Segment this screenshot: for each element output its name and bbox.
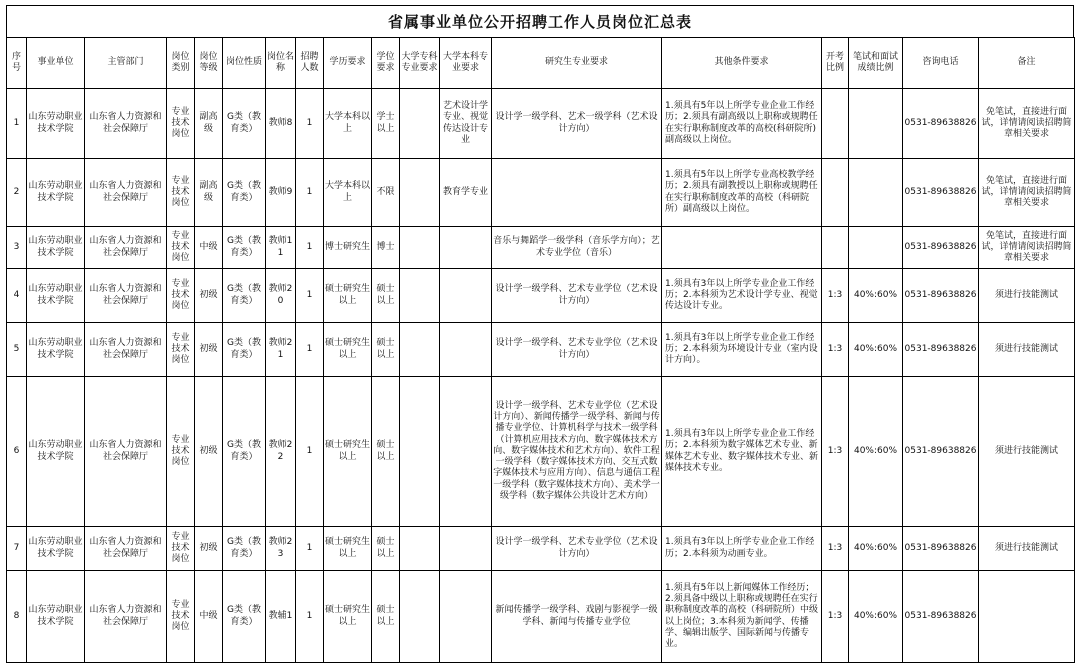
table-cell: [400, 377, 440, 527]
table-cell: 1.须具有5年以上新闻媒体工作经历；2.须具备中级以上职称或规聘任在实行职称制度改革的高校（科研院所）中级以上岗位；3.本科须为新闻学、传播学、编辑出版学、国际新闻与传播专业。: [662, 571, 822, 663]
table-cell: 山东劳动职业技术学院: [27, 227, 85, 269]
table-cell: 专业技术岗位: [167, 323, 195, 377]
table-cell: G类（教育类）: [223, 159, 266, 227]
table-cell: 新闻传播学一级学科、戏剧与影视学一级学科、新闻与传播专业学位: [492, 571, 662, 663]
table-cell: 0531-89638826: [903, 89, 979, 159]
header-row: [7, 38, 1075, 89]
table-cell: [849, 159, 903, 227]
header-cell: 岗位名称: [266, 38, 296, 89]
header-cell: 岗位性质: [223, 38, 266, 89]
table-cell: 博士: [372, 227, 400, 269]
table-cell: 山东省人力资源和社会保障厅: [85, 227, 167, 269]
table-cell: [400, 571, 440, 663]
table-cell: 须进行技能测试: [979, 323, 1075, 377]
table-cell: 副高级: [195, 89, 223, 159]
table-cell: 须进行技能测试: [979, 269, 1075, 323]
table-cell: [849, 89, 903, 159]
table-cell: 音乐与舞蹈学一级学科（音乐学方向）；艺术专业学位（音乐）: [492, 227, 662, 269]
table-cell: 教师21: [266, 323, 296, 377]
table-cell: 山东劳动职业技术学院: [27, 269, 85, 323]
header-cell: 咨询电话: [903, 38, 979, 89]
table-row: [7, 571, 1075, 663]
header-cell: 序号: [7, 38, 27, 89]
table-cell: [440, 377, 492, 527]
table-cell: 专业技术岗位: [167, 227, 195, 269]
table-cell: 初级: [195, 377, 223, 527]
table-cell: 0531-89638826: [903, 227, 979, 269]
table-cell: 初级: [195, 269, 223, 323]
table-cell: 设计学一级学科、艺术专业学位（艺术设计方向）: [492, 323, 662, 377]
table-cell: 设计学一级学科、艺术专业学位（艺术设计方向）: [492, 527, 662, 571]
table-cell: [440, 323, 492, 377]
table-cell: 教师23: [266, 527, 296, 571]
table-cell: 教师11: [266, 227, 296, 269]
table-cell: G类（教育类）: [223, 269, 266, 323]
table-cell: 1.须具有5年以上所学专业企业工作经历；2.须具有副高级以上职称或规聘任在实行职称制度改革的高校(科研院所)副高级以上岗位。: [662, 89, 822, 159]
table-cell: 教育学专业: [440, 159, 492, 227]
table-cell: 设计学一级学科、艺术专业学位（艺术设计方向）: [492, 269, 662, 323]
table-cell: 1.须具有3年以上所学专业企业工作经历；2.本科须为动画专业。: [662, 527, 822, 571]
table-cell: 中级: [195, 571, 223, 663]
table-cell: [400, 269, 440, 323]
table-cell: 1: [7, 89, 27, 159]
table-cell: 5: [7, 323, 27, 377]
table-cell: 1:3: [822, 377, 849, 527]
table-cell: 1.须具有3年以上所学专业企业工作经历；2.本科须为环境设计专业（室内设计方向）。: [662, 323, 822, 377]
table-row: [7, 269, 1075, 323]
table-cell: 山东劳动职业技术学院: [27, 571, 85, 663]
table-cell: 教师8: [266, 89, 296, 159]
table-row: [7, 227, 1075, 269]
table-cell: 山东省人力资源和社会保障厅: [85, 527, 167, 571]
header-cell: 招聘人数: [296, 38, 324, 89]
table-cell: 硕士研究生以上: [324, 377, 372, 527]
table-cell: 专业技术岗位: [167, 89, 195, 159]
table-cell: 山东省人力资源和社会保障厅: [85, 571, 167, 663]
header-cell: 笔试和面试成绩比例: [849, 38, 903, 89]
table-cell: 须进行技能测试: [979, 377, 1075, 527]
table-cell: G类（教育类）: [223, 377, 266, 527]
table-cell: 山东劳动职业技术学院: [27, 377, 85, 527]
table-cell: 大学本科以上: [324, 159, 372, 227]
table-cell: 不限: [372, 159, 400, 227]
table-cell: 教辅1: [266, 571, 296, 663]
table-cell: G类（教育类）: [223, 227, 266, 269]
header-cell: 备注: [979, 38, 1075, 89]
table-cell: 0531-89638826: [903, 323, 979, 377]
header-cell: 主管部门: [85, 38, 167, 89]
table-cell: 山东省人力资源和社会保障厅: [85, 89, 167, 159]
table-cell: 8: [7, 571, 27, 663]
table-cell: [822, 159, 849, 227]
table-cell: 1.须具有3年以上所学专业企业工作经历；2.本科须为艺术设计学专业、视觉传达设计专业。: [662, 269, 822, 323]
table-cell: 山东省人力资源和社会保障厅: [85, 377, 167, 527]
table-cell: [822, 89, 849, 159]
table-cell: 40%:60%: [849, 269, 903, 323]
table-cell: 7: [7, 527, 27, 571]
table-row: [7, 159, 1075, 227]
table-cell: 专业技术岗位: [167, 377, 195, 527]
table-cell: 1: [296, 89, 324, 159]
table-cell: 1: [296, 571, 324, 663]
table-cell: 1:3: [822, 527, 849, 571]
table-cell: [440, 269, 492, 323]
table-cell: 1: [296, 323, 324, 377]
table-title: 省属事业单位公开招聘工作人员岗位汇总表: [6, 5, 1074, 37]
table-cell: 40%:60%: [849, 527, 903, 571]
table-cell: 2: [7, 159, 27, 227]
table-cell: 专业技术岗位: [167, 269, 195, 323]
header-cell: 事业单位: [27, 38, 85, 89]
table-cell: 40%:60%: [849, 377, 903, 527]
table-cell: 6: [7, 377, 27, 527]
table-cell: 山东劳动职业技术学院: [27, 159, 85, 227]
table-cell: 免笔试，直接进行面试，详情请阅读招聘简章相关要求: [979, 227, 1075, 269]
table-row: [7, 323, 1075, 377]
table-cell: [400, 323, 440, 377]
table-cell: 0531-89638826: [903, 527, 979, 571]
table-cell: 初级: [195, 527, 223, 571]
table-cell: 山东劳动职业技术学院: [27, 89, 85, 159]
table-cell: [979, 571, 1075, 663]
table-cell: 硕士研究生以上: [324, 269, 372, 323]
table-cell: [440, 227, 492, 269]
table-cell: 免笔试，直接进行面试，详情请阅读招聘简章相关要求: [979, 89, 1075, 159]
table-cell: [400, 89, 440, 159]
table-cell: 大学本科以上: [324, 89, 372, 159]
header-cell: 岗位等级: [195, 38, 223, 89]
table-cell: G类（教育类）: [223, 571, 266, 663]
table-cell: 硕士研究生以上: [324, 527, 372, 571]
table-cell: 1:3: [822, 269, 849, 323]
table-cell: 山东劳动职业技术学院: [27, 527, 85, 571]
table-cell: 专业技术岗位: [167, 527, 195, 571]
table-cell: 专业技术岗位: [167, 571, 195, 663]
table-cell: G类（教育类）: [223, 527, 266, 571]
table-cell: 1:3: [822, 571, 849, 663]
table-cell: [440, 571, 492, 663]
table-row: [7, 89, 1075, 159]
table-cell: 硕士研究生以上: [324, 323, 372, 377]
table-cell: 硕士以上: [372, 323, 400, 377]
table-cell: [849, 227, 903, 269]
table-cell: 专业技术岗位: [167, 159, 195, 227]
table-cell: [662, 227, 822, 269]
table-cell: 0531-89638826: [903, 159, 979, 227]
table-row: [7, 527, 1075, 571]
table-cell: 1: [296, 269, 324, 323]
header-cell: 研究生专业要求: [492, 38, 662, 89]
positions-table: [6, 37, 1075, 663]
table-cell: 40%:60%: [849, 323, 903, 377]
table-cell: 硕士以上: [372, 377, 400, 527]
table-cell: 设计学一级学科、艺术一级学科（艺术设计方向）: [492, 89, 662, 159]
table-cell: [440, 527, 492, 571]
header-cell: 大学本科专业要求: [440, 38, 492, 89]
header-cell: 学位要求: [372, 38, 400, 89]
table-cell: 设计学一级学科、艺术专业学位（艺术设计方向）、新闻传播学一级学科、新闻与传播专业学位、计算机科学与技术一级学科（计算机应用技术方向、数字媒体技术方向、数字媒体技术和艺术方向）、软件工程一级学科（数字媒体技术方向、交互式数字媒体技术与应用方向）、信息与通信工程一级学科（数字媒体技术方向）、美术学一级学科（数字媒体公共设计艺术方向）: [492, 377, 662, 527]
table-cell: 40%:60%: [849, 571, 903, 663]
table-cell: 1:3: [822, 323, 849, 377]
table-cell: 初级: [195, 323, 223, 377]
table-cell: [492, 159, 662, 227]
table-cell: 0531-89638826: [903, 377, 979, 527]
table-cell: [822, 227, 849, 269]
table-cell: 1: [296, 377, 324, 527]
table-cell: 硕士研究生以上: [324, 571, 372, 663]
table-cell: 1: [296, 527, 324, 571]
table-row: [7, 377, 1075, 527]
table-cell: 教师9: [266, 159, 296, 227]
table-cell: 硕士以上: [372, 571, 400, 663]
table-cell: 1: [296, 159, 324, 227]
table-body: [7, 89, 1075, 663]
table-cell: 须进行技能测试: [979, 527, 1075, 571]
table-cell: [400, 227, 440, 269]
table-cell: 0531-89638826: [903, 269, 979, 323]
header-cell: 大学专科专业要求: [400, 38, 440, 89]
table-cell: 1.须具有5年以上所学专业高校教学经历；2.须具有副教授以上职称或规聘任在实行职称制度改革的高校（科研院所）副高级以上岗位。: [662, 159, 822, 227]
header-cell: 岗位类别: [167, 38, 195, 89]
table-cell: 教师20: [266, 269, 296, 323]
table-cell: 山东省人力资源和社会保障厅: [85, 159, 167, 227]
table-cell: G类（教育类）: [223, 89, 266, 159]
table-cell: 硕士以上: [372, 527, 400, 571]
table-cell: 副高级: [195, 159, 223, 227]
table-cell: 山东省人力资源和社会保障厅: [85, 269, 167, 323]
table-cell: 教师22: [266, 377, 296, 527]
table-cell: 4: [7, 269, 27, 323]
table-cell: 免笔试，直接进行面试，详情请阅读招聘简章相关要求: [979, 159, 1075, 227]
table-cell: 山东劳动职业技术学院: [27, 323, 85, 377]
table-cell: 1.须具有3年以上所学专业企业工作经历；2.本科须为数字媒体艺术专业、新媒体艺术专业、数字媒体技术专业、新媒体技术专业。: [662, 377, 822, 527]
table-cell: 硕士以上: [372, 269, 400, 323]
header-cell: 学历要求: [324, 38, 372, 89]
table-cell: 博士研究生: [324, 227, 372, 269]
table-cell: 中级: [195, 227, 223, 269]
header-cell: 开考比例: [822, 38, 849, 89]
table-cell: 山东省人力资源和社会保障厅: [85, 323, 167, 377]
table-cell: 3: [7, 227, 27, 269]
table-cell: 艺术设计学专业、视觉传达设计专业: [440, 89, 492, 159]
table-cell: 学士以上: [372, 89, 400, 159]
table-cell: G类（教育类）: [223, 323, 266, 377]
header-cell: 其他条件要求: [662, 38, 822, 89]
table-cell: 1: [296, 227, 324, 269]
table-cell: [400, 159, 440, 227]
table-cell: 0531-89638826: [903, 571, 979, 663]
table-cell: [400, 527, 440, 571]
